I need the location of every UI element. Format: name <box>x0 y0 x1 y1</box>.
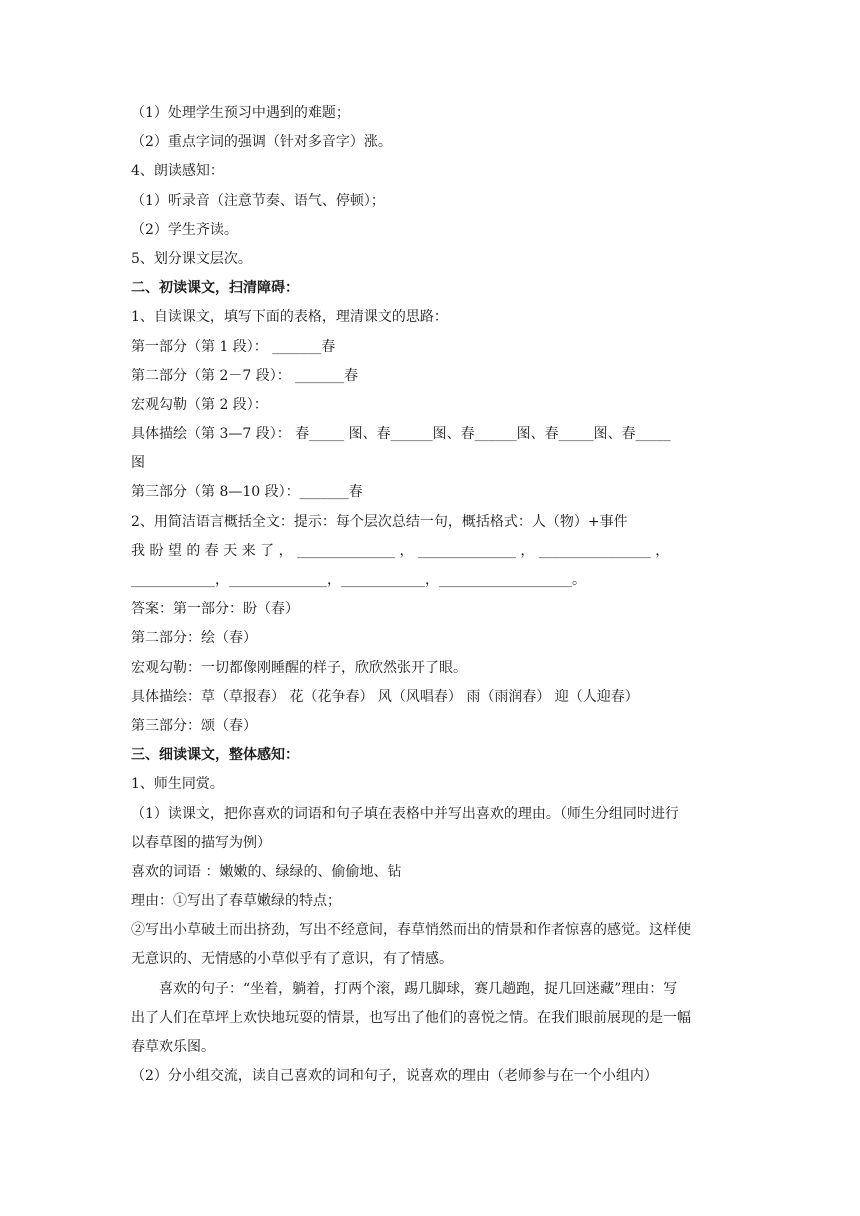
text-line: （2）重点字词的强调（针对多音字）涨。 <box>131 134 392 151</box>
text-line: 5、划分课文层次。 <box>131 250 252 267</box>
text-line: 第一部分（第 1 段）： _______春 <box>131 338 336 355</box>
text-line: 宏观勾勒：一切都像刚睡醒的样子，欣欣然张开了眼。 <box>131 659 467 676</box>
document-page <box>131 99 731 1091</box>
text-line: 2、用简洁语言概括全文：提示：每个层次总结一句，概括格式：人（物）+事件 <box>131 513 628 530</box>
text-line: 图 <box>131 455 145 472</box>
text-line: 第三部分（第 8—10 段）：_______春 <box>131 484 363 501</box>
text-line: 具体描绘：草（草报春） 花（花争春） 风（风唱春） 雨（雨润春） 迎（人迎春） <box>131 688 639 705</box>
text-line: （2）分小组交流，读自己喜欢的词和句子，说喜欢的理由（老师参与在一个小组内） <box>131 1068 658 1085</box>
text-line: 1、师生同赏。 <box>131 776 224 793</box>
text-line: 春草欢乐图。 <box>131 1039 215 1055</box>
text-line: （1）读课文，把你喜欢的词语和句子填在表格中并写出喜欢的理由。（师生分组同时进行 <box>131 805 679 822</box>
text-line: 我 盼 望 的 春 天 来 了 ， ______________ ， ______________ ， ________________ ， <box>131 542 670 559</box>
section-heading: 三、细读课文，整体感知： <box>131 747 299 764</box>
text-line: 具体描绘（第 3—7 段）： 春_____ 图、春______图、春______图、春_____图、春_____ <box>131 426 671 443</box>
text-line: 喜欢的词语 ：嫩嫩的、绿绿的、偷偷地、钻 <box>131 863 402 880</box>
text-line: ____________，______________，____________，___________________。 <box>131 572 586 588</box>
text-line: 4、朗读感知： <box>131 163 224 180</box>
text-line: 第二部分（第 2－7 段）： _______春 <box>131 367 359 384</box>
section-heading: 二、初读课文，扫清障碍： <box>131 280 299 297</box>
text-line: 1、自读课文，填写下面的表格，理清课文的思路： <box>131 309 448 326</box>
text-line: （1）处理学生预习中遇到的难题； <box>131 105 350 121</box>
text-line: （2）学生齐读。 <box>131 221 238 238</box>
text-line: （1）听录音（注意节奏、语气、停顿）； <box>131 192 385 209</box>
text-line: 第三部分：颂（春） <box>131 717 257 734</box>
text-line: 答案：第一部分：盼（春） <box>131 601 299 618</box>
text-line: 第二部分：绘（春） <box>131 630 257 647</box>
text-line: 喜欢的句子：“坐着，躺着，打两个滚，踢几脚球，赛几趟跑，捉几回迷藏”理由：写 <box>159 980 678 997</box>
text-line: 无意识的、无情感的小草似乎有了意识，有了情感。 <box>131 951 453 968</box>
text-line: 以春草图的描写为例） <box>131 834 271 851</box>
text-line: ②写出小草破土而出挤劲，写出不经意间，春草悄然而出的情景和作者惊喜的感觉。这样使 <box>131 922 691 939</box>
text-line: 出了人们在草坪上欢快地玩耍的情景，也写出了他们的喜悦之情。在我们眼前展现的是一幅 <box>131 1009 691 1026</box>
text-line: 理由：①写出了春草嫩绿的特点； <box>131 893 341 910</box>
text-line: 宏观勾勒（第 2 段）： <box>131 396 268 413</box>
